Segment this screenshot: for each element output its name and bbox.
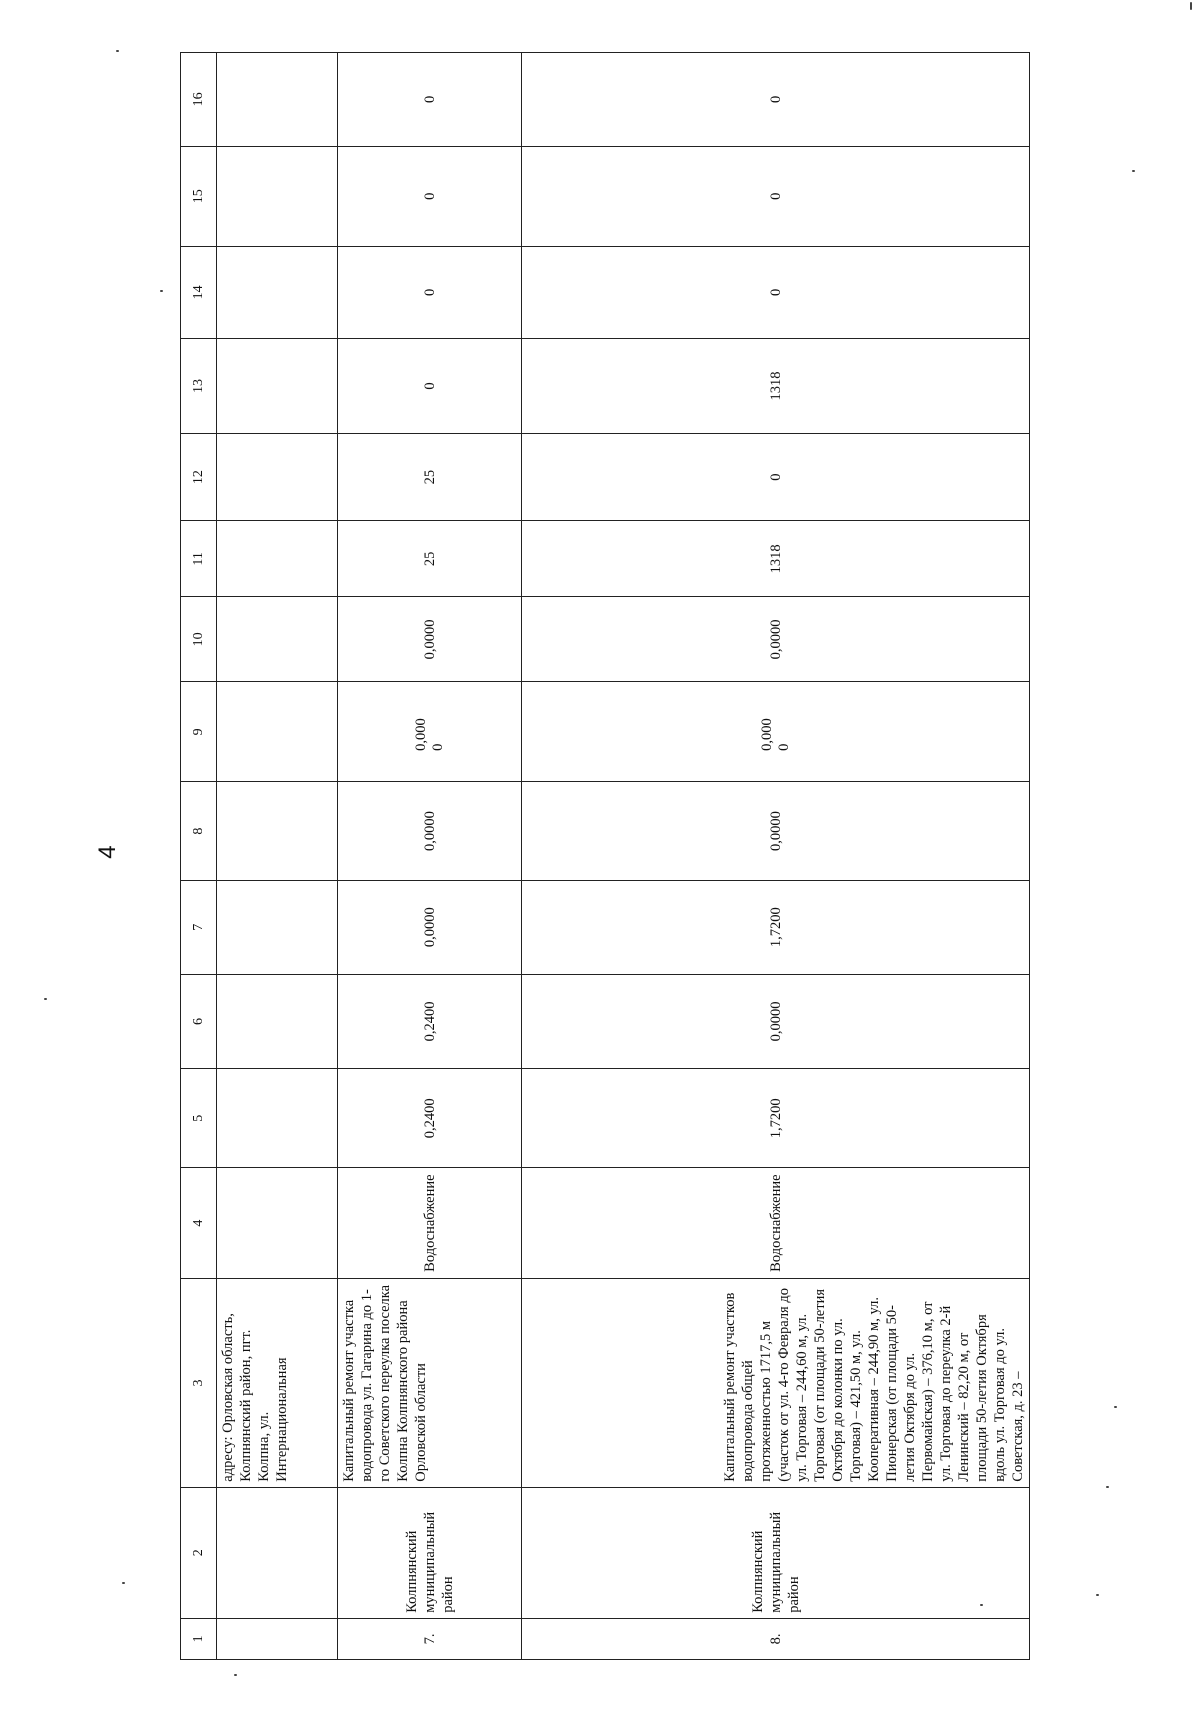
municipality-cell: Колпнянский муниципальный район [338,1487,522,1618]
column-number: 3 [181,1279,217,1488]
empty-cell [217,880,338,974]
empty-cell [217,597,338,682]
column-number: 9 [181,682,217,782]
empty-cell [217,782,338,881]
scan-speck [122,1582,125,1584]
table-frame [180,52,1060,1660]
municipality-cell: Колпнянский муниципальный район [522,1487,1030,1618]
type-cell: Водоснабжение [522,1168,1030,1279]
value-cell: 0,0000 [522,682,1030,782]
value-cell: 0 [338,146,522,246]
value-cell: 0 [522,246,1030,338]
scan-speck [116,50,119,52]
scan-speck [160,290,163,292]
column-number: 13 [181,339,217,434]
scan-speck [44,998,47,1000]
column-number: 11 [181,521,217,597]
value-cell: 1318 [522,521,1030,597]
empty-cell [217,53,338,147]
scan-speck [1106,1486,1109,1488]
page-number: 4 [94,845,121,859]
scan-speck [1114,1406,1117,1408]
table-row [338,53,522,1660]
scan-speck [980,1604,983,1606]
empty-cell [217,521,338,597]
empty-cell [217,1069,338,1168]
description-cell: Капитальный ремонт участка водопровода ул. Гагарина до 1-го Советского переулка поселка Колпна Колпнянского района Орловской области [338,1279,522,1488]
value-cell: 0,0000 [338,782,522,881]
address-cell: адресу: Орловская область, Колпнянский район, пгт. Колпна, ул. Интернациональная [217,1279,338,1488]
row-number: 8. [522,1618,1030,1659]
value-cell: 0,0000 [522,782,1030,881]
scan-speck [1096,1594,1099,1596]
empty-cell [217,339,338,434]
empty-cell [217,433,338,520]
column-number: 5 [181,1069,217,1168]
column-number: 4 [181,1168,217,1279]
value-cell: 0,0000 [338,880,522,974]
column-number: 6 [181,974,217,1069]
value-cell: 0 [522,53,1030,147]
value-cell: 1318 [522,339,1030,434]
column-number: 14 [181,246,217,338]
value-cell: 1,7200 [522,1069,1030,1168]
description-cell: Капитальный ремонт участков водопровода общей протяженностью 1717,5 м (участок от ул. 4-го Февраля до ул. Торговая – 244,60 м, ул. Торговая (от площади 50-летия Октября до колонки по ул. Торговая) – 421,50 м, ул. Кооперативная – 244,90 м, ул. Пионерская (от площади 50-летия Октября до ул. Первомайская) – 376,10 м, от ул. Торговая до переулка 2-й Ленинский – 82,20 м, от площади 50-летия Октября вдоль ул. Торговая до ул. Советская, д. 23 – [522,1279,1030,1488]
scan-speck [234,1674,237,1676]
value-cell: 0 [522,433,1030,520]
column-number: 1 [181,1618,217,1659]
empty-cell [217,246,338,338]
scan-speck [1190,2,1192,10]
value-cell: 25 [338,433,522,520]
column-number: 12 [181,433,217,520]
value-cell: 1,7200 [522,880,1030,974]
column-number: 16 [181,53,217,147]
column-number: 10 [181,597,217,682]
value-cell: 0,0000 [522,597,1030,682]
empty-cell [217,1168,338,1279]
value-cell: 0 [338,53,522,147]
empty-cell [217,146,338,246]
empty-cell [217,974,338,1069]
value-cell: 0,2400 [338,1069,522,1168]
data-table [180,52,1030,1660]
value-cell: 0,0000 [522,974,1030,1069]
row-number: 7. [338,1618,522,1659]
value-cell: 0,2400 [338,974,522,1069]
column-number-row [181,53,217,1660]
value-cell: 25 [338,521,522,597]
empty-cell [217,1487,338,1618]
type-cell: Водоснабжение [338,1168,522,1279]
table-row [522,53,1030,1660]
column-number: 2 [181,1487,217,1618]
empty-cell [217,1618,338,1659]
column-number: 7 [181,880,217,974]
empty-cell [217,682,338,782]
value-cell: 0,0000 [338,682,522,782]
column-number: 15 [181,146,217,246]
value-cell: 0 [338,339,522,434]
value-cell: 0 [338,246,522,338]
continuation-row [217,53,338,1660]
scan-speck [1132,170,1135,172]
column-number: 8 [181,782,217,881]
value-cell: 0 [522,146,1030,246]
value-cell: 0,0000 [338,597,522,682]
